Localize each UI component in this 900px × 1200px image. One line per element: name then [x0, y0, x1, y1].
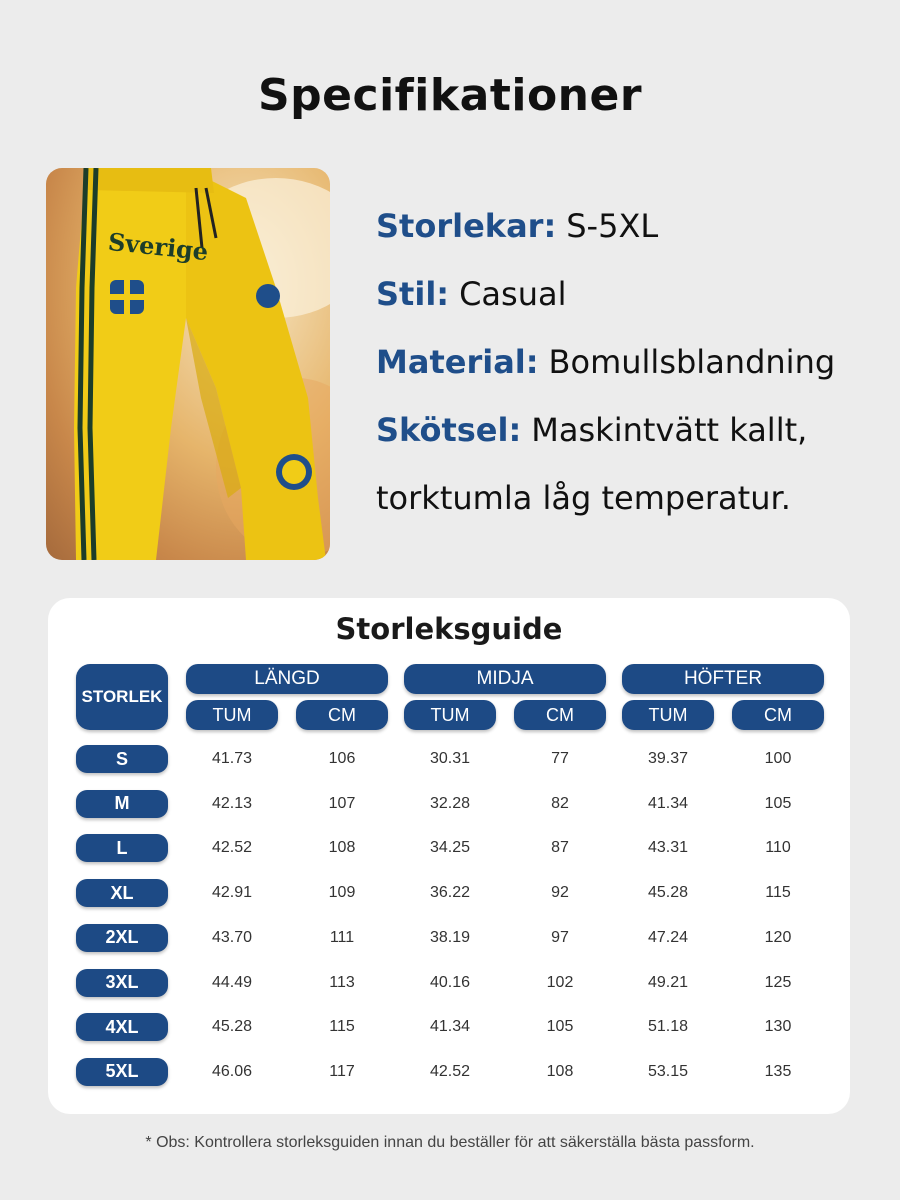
table-cell: 45.28 [211, 1018, 253, 1036]
table-cell: 115 [765, 884, 791, 902]
table-cell: 100 [764, 750, 792, 767]
unit-header: CM [732, 700, 824, 730]
size-guide-card [48, 598, 850, 1114]
table-cell: 130 [764, 1018, 792, 1036]
table-cell: 41.73 [211, 750, 253, 767]
spec-line [376, 192, 886, 260]
size-label: M [76, 790, 168, 818]
table-cell: 30.31 [429, 750, 471, 767]
spec-value: torktumla låg temperatur. [376, 479, 791, 517]
spec-key: Stil: [376, 275, 450, 313]
table-cell: 44.49 [211, 973, 253, 991]
size-label: XL [76, 879, 168, 907]
spec-value: Casual [459, 275, 567, 313]
spec-value: Bomullsblandning [548, 343, 836, 381]
size-label: L [76, 834, 168, 862]
table-cell: 39.37 [647, 750, 689, 767]
table-cell: 108 [328, 839, 356, 857]
table-cell: 41.34 [429, 1018, 471, 1036]
table-cell: 87 [551, 839, 569, 857]
spec-line [376, 328, 886, 396]
table-cell: 107 [328, 794, 356, 812]
size-guide-title: Storleksguide [335, 612, 563, 646]
table-cell: 117 [329, 1062, 355, 1080]
table-cell: 105 [764, 794, 792, 812]
table-cell: 49.21 [647, 973, 689, 991]
table-cell: 43.31 [647, 839, 689, 857]
table-cell: 41.34 [647, 794, 689, 812]
footnote: * Obs: Kontrollera storleksguiden innan du beställer för att säkerställa bästa passform. [145, 1134, 755, 1151]
table-cell: 111 [329, 928, 355, 946]
table-cell: 46.06 [211, 1062, 253, 1080]
brand-text: Sverige [106, 226, 210, 267]
table-cell: 105 [546, 1018, 574, 1036]
column-group-header: LÄNGD [186, 664, 388, 694]
table-cell: 42.52 [429, 1062, 471, 1080]
column-group-header: MIDJA [404, 664, 606, 694]
spec-line [376, 464, 886, 532]
size-label: 3XL [76, 969, 168, 997]
table-cell: 42.52 [211, 839, 253, 857]
table-cell: 102 [546, 973, 574, 991]
spec-line [376, 396, 886, 464]
table-cell: 125 [764, 973, 792, 991]
table-cell: 92 [551, 884, 569, 902]
table-cell: 34.25 [429, 839, 471, 857]
table-cell: 38.19 [429, 928, 471, 946]
spec-value: S-5XL [566, 207, 659, 245]
table-cell: 106 [328, 750, 356, 767]
size-label: S [76, 745, 168, 773]
table-cell: 53.15 [647, 1062, 689, 1080]
spec-key: Skötsel: [376, 411, 522, 449]
table-cell: 40.16 [429, 973, 471, 991]
size-label: 4XL [76, 1013, 168, 1041]
unit-header: TUM [186, 700, 278, 730]
size-label: 5XL [76, 1058, 168, 1086]
unit-header: TUM [404, 700, 496, 730]
table-cell: 113 [329, 973, 355, 991]
spec-value: Maskintvätt kallt, [531, 411, 808, 449]
table-cell: 45.28 [647, 884, 689, 902]
column-group-header: HÖFTER [622, 664, 824, 694]
page-title: Specifikationer [257, 70, 643, 121]
table-cell: 32.28 [429, 794, 471, 812]
table-cell: 110 [765, 839, 791, 857]
product-image [46, 168, 330, 560]
unit-header: CM [514, 700, 606, 730]
yellow-pants-illustration [46, 168, 330, 560]
table-cell: 77 [551, 750, 569, 767]
table-cell: 47.24 [647, 928, 689, 946]
table-cell: 43.70 [211, 928, 253, 946]
table-cell: 120 [764, 928, 792, 946]
table-cell: 135 [764, 1062, 792, 1080]
size-label: 2XL [76, 924, 168, 952]
unit-header: CM [296, 700, 388, 730]
table-cell: 42.13 [211, 794, 253, 812]
table-cell: 109 [328, 884, 356, 902]
size-column-header: STORLEK [76, 664, 168, 730]
specifications-list [376, 192, 886, 532]
table-cell: 51.18 [647, 1018, 689, 1036]
spec-line [376, 260, 886, 328]
table-cell: 36.22 [429, 884, 471, 902]
table-cell: 82 [551, 794, 569, 812]
table-cell: 115 [329, 1018, 355, 1036]
spec-key: Material: [376, 343, 539, 381]
unit-header: TUM [622, 700, 714, 730]
table-cell: 97 [551, 928, 569, 946]
spec-key: Storlekar: [376, 207, 557, 245]
table-cell: 42.91 [211, 884, 253, 902]
table-cell: 108 [546, 1062, 574, 1080]
